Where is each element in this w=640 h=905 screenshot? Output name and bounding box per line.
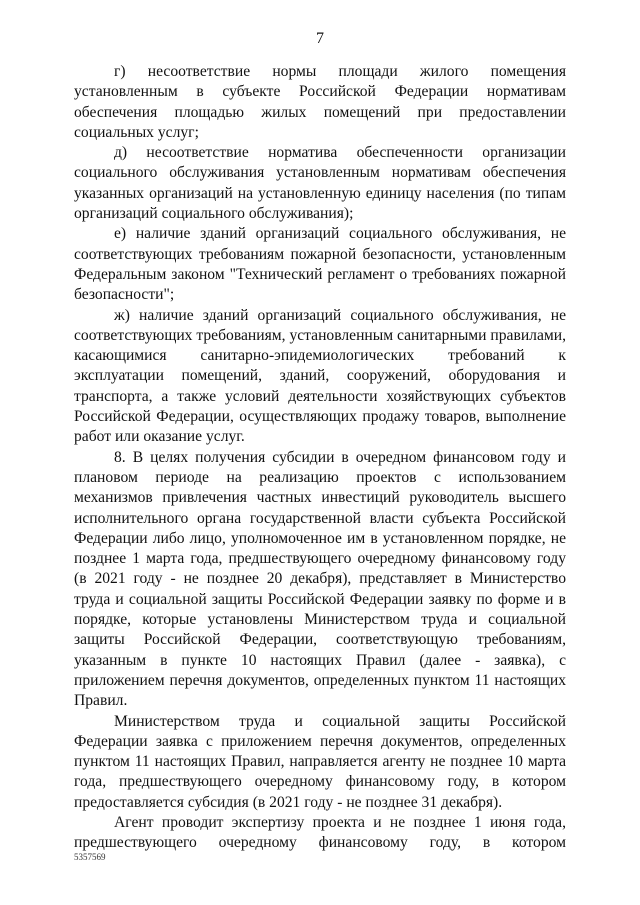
paragraph-ministry-submission: Министерством труда и социальной защиты Российской Федерации заявка с приложением перечня документов, определенных пунктом 11 настоящих Правил, направляется агенту не позднее 10 марта года, предшествующего очередному финансовому году, в котором предоставляется субсидия (в 2021 году - не позднее 31 декабря). xyxy=(74,712,566,811)
document-body xyxy=(74,62,566,854)
document-id: 5357569 xyxy=(74,852,106,862)
page-number: 7 xyxy=(316,30,324,47)
paragraph-item-g: г) несоответствие нормы площади жилого помещения установленным в субъекте Российской Федерации нормативам обеспечения площадью жилых помещений при предоставлении социальных услуг; xyxy=(74,63,566,141)
paragraph-item-d: д) несоответствие норматива обеспеченности организации социального обслуживания установленным нормативам обеспечения указанных организаций на установленную единицу населения (по типам организаций социального обслуживания); xyxy=(74,144,566,223)
paragraph-agent-expertise: Агент проводит экспертизу проекта и не позднее 1 июня года, предшествующего очередному финансовому году, в котором xyxy=(74,813,566,852)
paragraph-item-e: е) наличие зданий организаций социального обслуживания, не соответствующих требованиям пожарной безопасности, установленным Федеральным законом "Технический регламент о требованиях пожарной безопасности"; xyxy=(74,225,566,304)
paragraph-item-zh: ж) наличие зданий организаций социального обслуживания, не соответствующих требованиям, установленным санитарными правилами, касающимися санитарно-эпидемиологических требований к эксплуатации помещений, зданий, сооружений, оборудования и транспорта, а также условий деятельности хозяйствующих субъектов Российской Федерации, осуществляющих продажу товаров, выполнение работ или оказание услуг. xyxy=(74,306,566,446)
paragraph-clause-8: 8. В целях получения субсидии в очередном финансовом году и плановом периоде на реализацию проектов с использованием механизмов привлечения частных инвестиций руководитель высшего исполнительного органа государственной власти субъекта Российской Федерации либо лицо, уполномоченное им в установленном порядке, не позднее 1 марта года, предшествующего очередному финансовому году (в 2021 году - не позднее 20 декабря), представляет в Министерство труда и социальной защиты Российской Федерации заявку по форме и в порядке, которые установлены Министерством труда и социальной защиты Российской Федерации, соответствующую требованиям, указанным в пункте 10 настоящих Правил (далее - заявка), с приложением перечня документов, определенных пунктом 11 настоящих Правил. xyxy=(74,448,566,710)
